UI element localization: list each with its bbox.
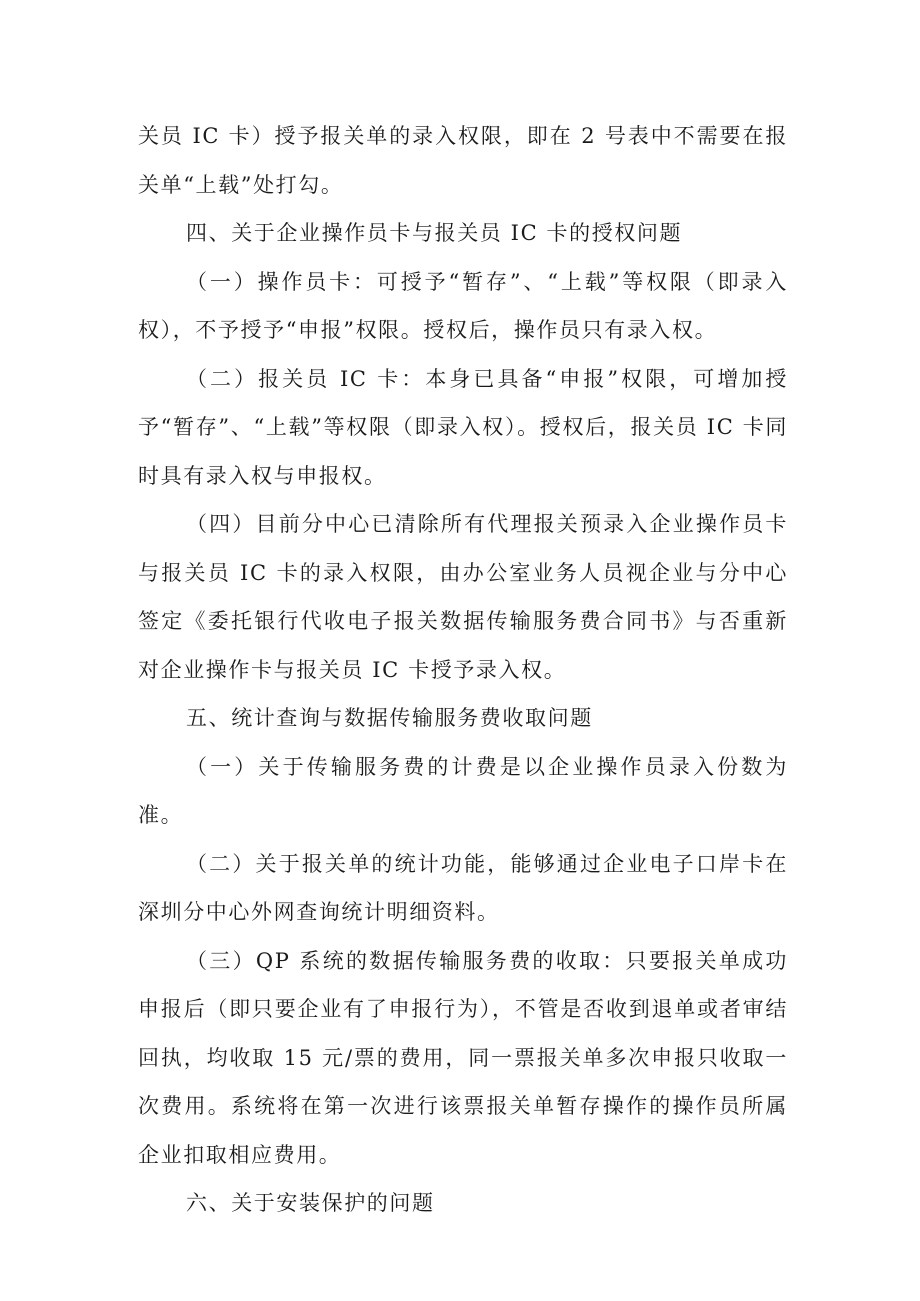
paragraph-ic-card: （二）报关员 IC 卡：本身已具备“申报”权限，可增加授予“暂存”、“上载”等权限（即录入权）。授权后，报关员 IC 卡同时具有录入权与申报权。: [138, 366, 788, 488]
paragraph-operator-card: （一）操作员卡：可授予“暂存”、“上载”等权限（即录入权），不予授予“申报”权限。授权后，操作员只有录入权。: [138, 269, 788, 342]
paragraph-permission-cleared: （四）目前分中心已清除所有代理报关预录入企业操作员卡与报关员 IC 卡的录入权限，由办公室业务人员视企业与分中心签定《委托银行代收电子报关数据传输服务费合同书》与否重新对企业操作卡与报关员 IC 卡授予录入权。: [138, 512, 788, 682]
paragraph-statistics: （二）关于报关单的统计功能，能够通过企业电子口岸卡在深圳分中心外网查询统计明细资料。: [138, 851, 788, 924]
section-heading-5: 五、统计查询与数据传输服务费收取问题: [186, 706, 593, 730]
paragraph-continuation: 关员 IC 卡）授予报关单的录入权限，即在 2 号表中不需要在报关单“上载”处打勾。: [138, 124, 788, 197]
paragraph-fee-basis: （一）关于传输服务费的计费是以企业操作员录入份数为准。: [138, 754, 788, 827]
document-body: [138, 112, 788, 1228]
paragraph-qp-fee: （三）QP 系统的数据传输服务费的收取：只要报关单成功申报后（即只要企业有了申报行为），不管是否收到退单或者审结回执，均收取 15 元/票的费用，同一票报关单多次申报只收取一次费用。系统将在第一次进行该票报关单暂存操作的操作员所属企业扣取相应费用。: [138, 948, 788, 1167]
section-heading-4: 四、关于企业操作员卡与报关员 IC 卡的授权问题: [186, 221, 683, 245]
section-heading-6: 六、关于安装保护的问题: [186, 1191, 435, 1215]
